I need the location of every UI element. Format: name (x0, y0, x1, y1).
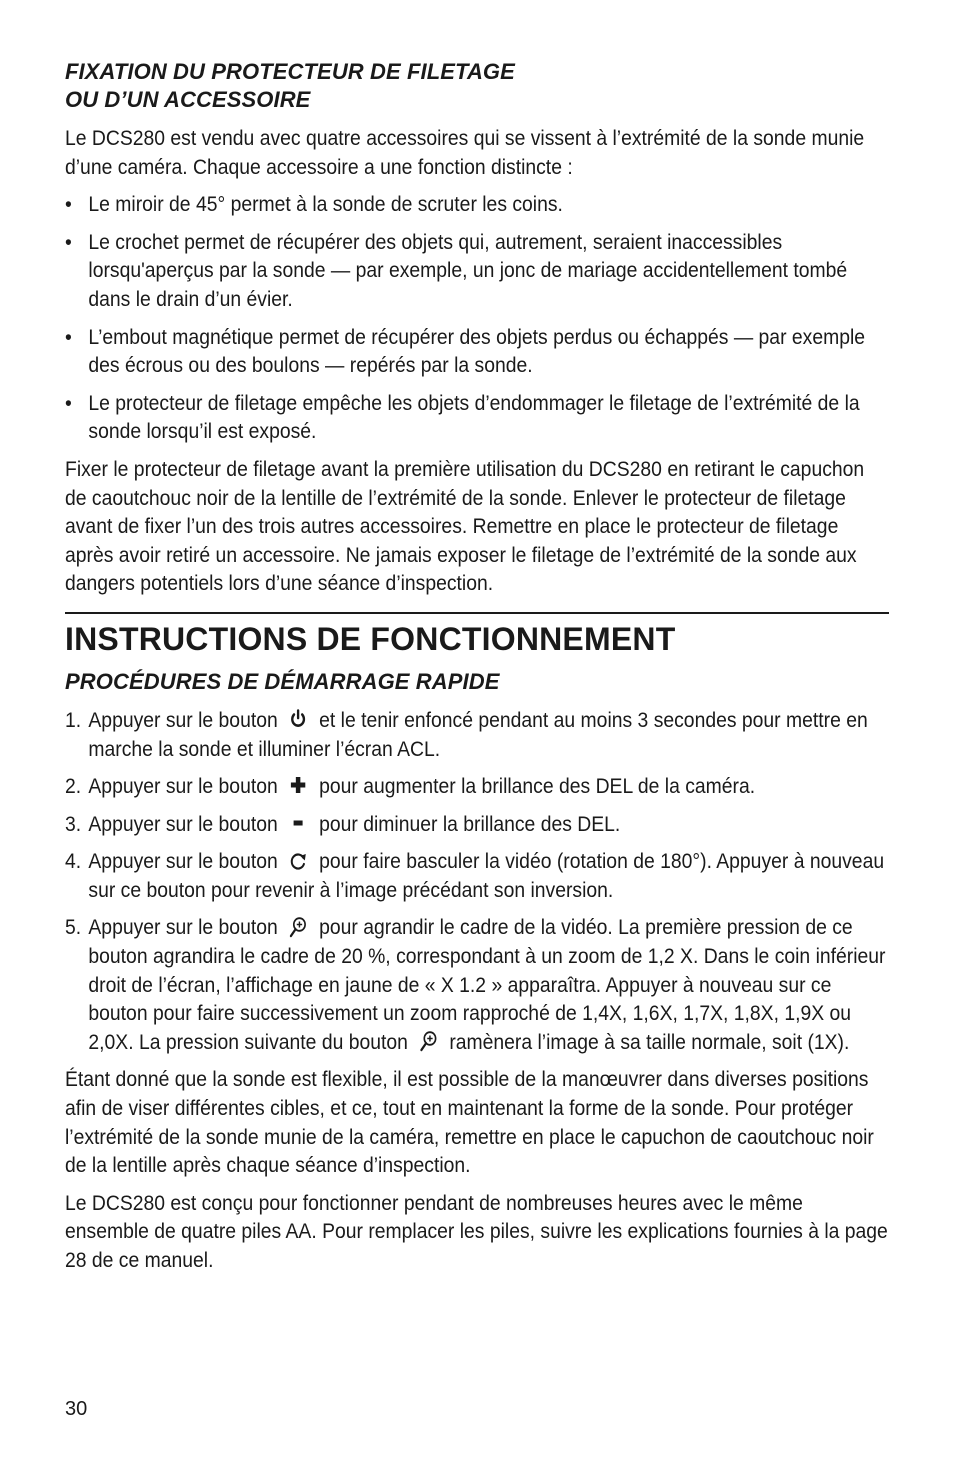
step-text: Appuyer sur le bouton (88, 811, 278, 836)
list-item (65, 228, 888, 314)
section-divider (65, 612, 889, 614)
list-item (65, 190, 888, 219)
flexibility-paragraph: Étant donné que la sonde est flexible, il est possible de la manœuvrer dans diverses positions afin de viser différentes cibles, et ce, tout en maintenant la forme de la sonde. Pour protéger l’extrémité de la sonde munie de la caméra, remettre en place le capuchon de caoutchouc noir de la lentille après chaque séance d’inspection. (65, 1067, 874, 1178)
bullet: • (65, 229, 72, 254)
step-item (65, 706, 888, 763)
step-text: pour faire basculer la vidéo (rotation de 180°). Appuyer à nouveau sur ce bouton pour revenir à l’image précédant son inversion. (88, 849, 885, 902)
quick-start-heading: PROCÉDURES DE DÉMARRAGE RAPIDE (65, 668, 500, 694)
step-text: Appuyer sur le bouton (88, 707, 278, 732)
section-title: INSTRUCTIONS DE FONCTIONNEMENT (65, 620, 676, 657)
step-text: et le tenir enfoncé pendant au moins 3 secondes pour mettre en marche la sonde et illuminer l’écran ACL. (88, 707, 868, 761)
step-number: 2. (65, 774, 82, 799)
accessory-intro: Le DCS280 est vendu avec quatre accessoires qui se vissent à l’extrémité de la sonde munie d’une caméra. Chaque accessoire a une fonction distincte : (65, 126, 865, 179)
step-text: pour diminuer la brillance des DEL. (319, 811, 621, 836)
rotate-icon (289, 850, 309, 872)
step-item (65, 847, 888, 904)
manual-page (65, 58, 889, 1284)
bullet: • (65, 192, 72, 217)
step-text: pour agrandir le cadre de la vidéo. La première pression de ce bouton agrandira le cadre de 20 %, correspondant à un zoom de 1,2 X. Dans le coin inférieur droit de l’écran, l’affichage en jaune de « X 1.2 » apparaîtra. Appuyer à nouveau sur ce bouton pour faire successivement un zoom rapproché de 1,4X, 1,6X, 1,7X, 1,8X, 1,9X ou 2,0X. La pression suivante du bouton (88, 915, 886, 1054)
accessory-closing: Fixer le protecteur de filetage avant la première utilisation du DCS280 en retirant le capuchon de caoutchouc noir de la lentille de l’extrémité de la sonde. Enlever le protecteur de filetage avant de fixer l’un des trois autres accessoires. Remettre en place le protecteur de filetage après avoir retiré un accessoire. Ne jamais exposer le filetage de l’extrémité de la sonde aux dangers potentiels lors d’une séance d’inspection. (65, 456, 865, 596)
step-text: Appuyer sur le bouton (88, 849, 278, 874)
step-number: 1. (65, 707, 82, 732)
heading-line-1: FIXATION DU PROTECTEUR DE FILETAGE (65, 59, 515, 84)
list-item-text: Le crochet permet de récupérer des objets qui, autrement, seraient inaccessibles lorsqu'aperçus par la sonde — par exemple, un jonc de mariage accidentellement tombé dans le drain d’un évier. (88, 229, 848, 311)
step-text: Appuyer sur le bouton (88, 915, 278, 940)
list-item (65, 323, 888, 380)
section-heading-accessory (65, 58, 889, 114)
bullet: • (65, 390, 72, 415)
zoom-icon (289, 916, 309, 938)
step-item (65, 810, 888, 839)
minus-icon (289, 812, 309, 834)
plus-icon (289, 774, 309, 796)
step-number: 4. (65, 849, 82, 874)
step-text: ramènera l’image à sa taille normale, soit (1X). (449, 1029, 850, 1054)
step-number: 3. (65, 811, 82, 836)
heading-line-2: OU D’UN ACCESSOIRE (65, 87, 311, 112)
step-text: pour augmenter la brillance des DEL de la caméra. (319, 774, 756, 799)
list-item-text: L’embout magnétique permet de récupérer des objets perdus ou échappés — par exemple des écrous ou des boulons — repérés par la sonde. (88, 324, 866, 378)
battery-paragraph: Le DCS280 est conçu pour fonctionner pendant de nombreuses heures avec le même ensemble de quatre piles AA. Pour remplacer les piles, suivre les explications fournies à la page 28 de ce manuel. (65, 1190, 888, 1272)
list-item (65, 389, 888, 446)
page-number: 30 (65, 1398, 88, 1420)
step-item (65, 913, 888, 1056)
list-item-text: Le miroir de 45° permet à la sonde de scruter les coins. (88, 192, 563, 217)
bullet: • (65, 324, 72, 349)
zoom-icon (419, 1030, 439, 1052)
step-item (65, 772, 888, 801)
step-text: Appuyer sur le bouton (88, 774, 278, 799)
power-icon (289, 708, 309, 730)
list-item-text: Le protecteur de filetage empêche les objets d’endommager le filetage de l’extrémité de la sonde lorsqu’il est exposé. (88, 390, 860, 444)
step-number: 5. (65, 915, 82, 940)
